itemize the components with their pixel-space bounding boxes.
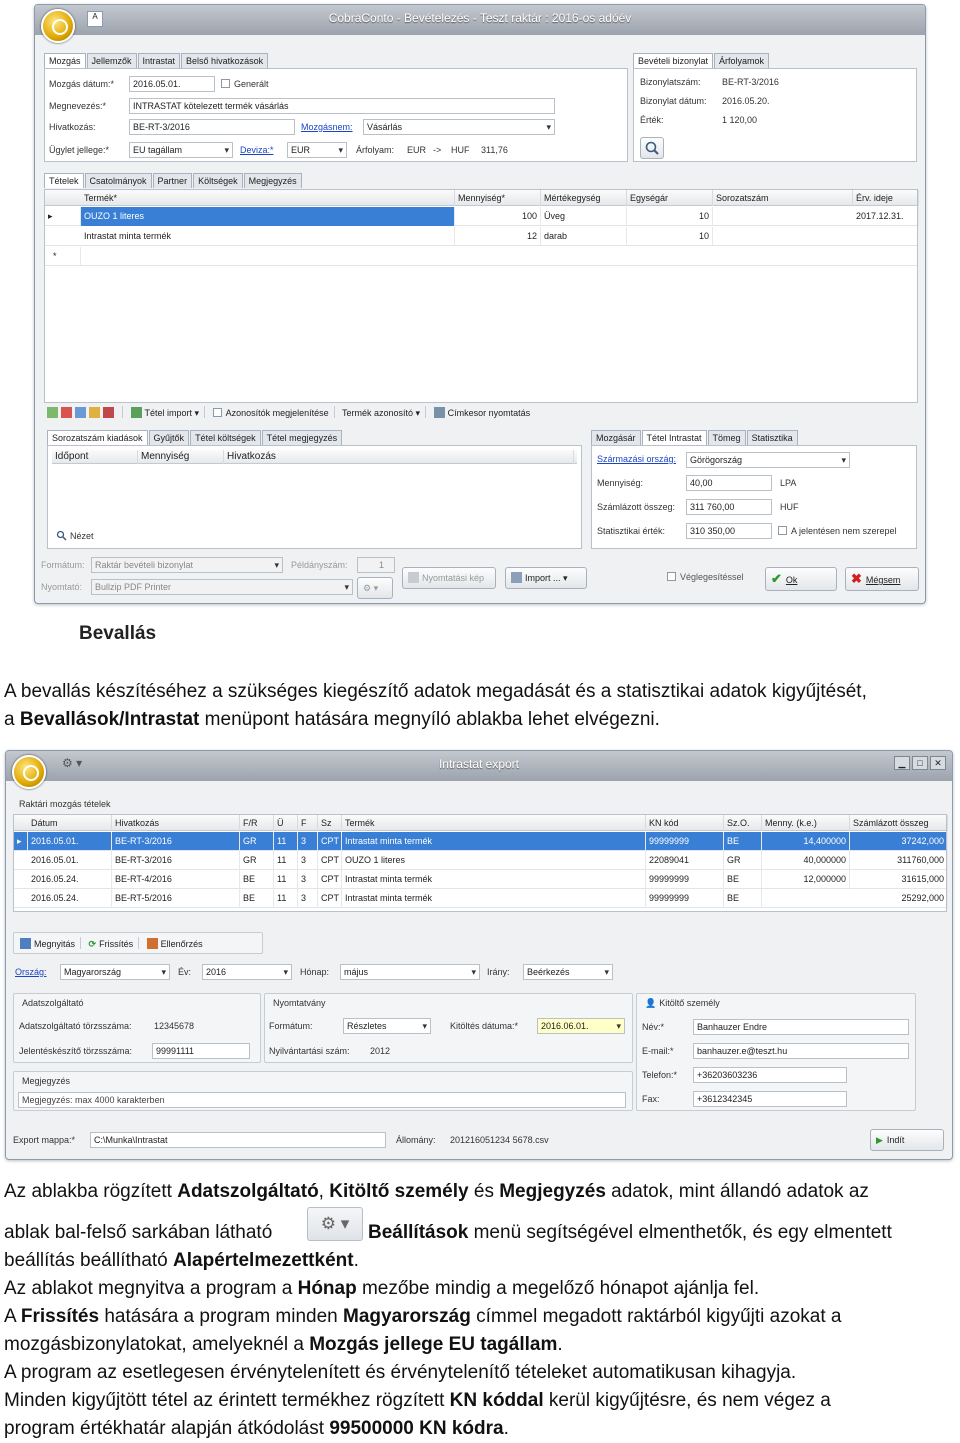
col-kn-kod[interactable]: KN kód [646, 815, 724, 831]
azonositok-checkbox[interactable]: Azonosítók megjelenítése [213, 408, 329, 418]
formatum-label: Formátum: [41, 560, 85, 570]
tab-tetel-koltsegek[interactable]: Tétel költségek [190, 430, 261, 445]
nyomtato-select[interactable]: Bullzip PDF Printer ▾ [91, 579, 353, 595]
adatszolg-torzs-value: 12345678 [154, 1021, 195, 1031]
table-cell[interactable]: 99999999 [646, 832, 724, 851]
sorozatszam-tabs [47, 430, 343, 445]
jelentes-torzs-field[interactable]: 99991111 [152, 1043, 250, 1059]
table-cell[interactable]: GR [240, 832, 274, 851]
table-row[interactable]: ▸ 2016.05.01. BE-RT-3/2016 GR 11 3 CPT Intrastat minta termék 99999999 BE 14,400000 37242,000 [14, 832, 946, 851]
col-sz[interactable]: Sz [318, 815, 342, 831]
adatszolg-torzs-label: Adatszolgáltató törzsszáma: [19, 1021, 132, 1031]
tab-beveteli-bizonylat[interactable]: Bevételi bizonylat [633, 53, 713, 68]
hivatkozas-field[interactable]: BE-RT-3/2016 [129, 119, 295, 135]
megnyitas-button[interactable]: Megnyitás [20, 939, 75, 949]
table-cell[interactable]: BE [724, 832, 762, 851]
bizonylat-datum-value: 2016.05.20. [722, 96, 770, 106]
mennyiseg-field[interactable]: 40,00 [686, 475, 772, 491]
paragraph: a Bevallások/Intrastat menüpont hatására megnyíló ablakba lehet elvégezni. [4, 709, 660, 730]
table-cell[interactable]: 2016.05.24. [28, 870, 112, 889]
nev-label: Név:* [642, 1022, 665, 1032]
peldanyszam-spinner[interactable]: 1 [357, 557, 395, 573]
tab-partner[interactable]: Partner [153, 173, 193, 188]
table-cell[interactable]: 3 [298, 832, 318, 851]
table-cell[interactable]: CPT [318, 889, 342, 908]
ev-label: Év: [178, 967, 192, 977]
tab-mozgasar[interactable]: Mozgásár [591, 430, 641, 445]
table-cell[interactable]: 3 [298, 889, 318, 908]
arfolyam-to: HUF [451, 145, 470, 155]
table-row-new[interactable]: * [45, 247, 917, 266]
app-menu-orb[interactable] [41, 9, 75, 43]
tetel-intrastat-panel [591, 445, 917, 549]
paragraph: ablak bal-felső sarkában látható [4, 1222, 273, 1243]
termek-azonosito-select[interactable]: Termék azonosító ▾ [341, 408, 421, 418]
import-icon [131, 407, 142, 418]
col-idopont[interactable]: Időpont [52, 450, 138, 464]
tab-statisztika[interactable]: Statisztika [747, 430, 798, 445]
app-menu-orb[interactable] [12, 755, 46, 789]
table-cell[interactable]: BE-RT-4/2016 [112, 870, 240, 889]
item-tabs [44, 173, 303, 188]
col-fr[interactable]: F/R [240, 815, 274, 831]
formatum-label: Formátum: [269, 1021, 313, 1031]
hivatkozas-label: Hivatkozás: [49, 122, 96, 132]
table-cell[interactable]: GR [724, 851, 762, 870]
col-erv-ideje[interactable]: Érv. ideje [853, 190, 919, 206]
col-szo[interactable]: Sz.O. [724, 815, 762, 831]
ertek-label: Érték: [640, 115, 664, 125]
paragraph: Beállítások menü segítségével elmenthetők, és egy elmentett [368, 1222, 892, 1243]
table-cell[interactable]: Intrastat minta termék [342, 870, 646, 889]
preview-icon [408, 572, 419, 583]
jelentes-torzs-label: Jelentéskészítő törzsszáma: [19, 1046, 133, 1056]
table-cell[interactable]: 22089041 [646, 851, 724, 870]
table-cell[interactable]: 37242,000 [850, 832, 948, 851]
kitoltes-date[interactable]: 2016.06.01. ▾ [537, 1018, 625, 1034]
col-mertekegyseg[interactable]: Mértékegység [541, 190, 627, 206]
paragraph: Minden kigyűjtött tétel az érintett termékhez rögzített KN kóddal kerül kigyűjtésre, és nem végez a [4, 1390, 831, 1411]
col-datum[interactable]: Dátum [28, 815, 112, 831]
col-termek[interactable]: Termék [342, 815, 646, 831]
col-sorozatszam[interactable]: Sorozatszám [713, 190, 853, 206]
maximize-button[interactable]: □ [912, 756, 928, 770]
tab-tetel-intrastat[interactable]: Tétel Intrastat [642, 430, 707, 445]
window-title: CobraConto - Bevételezés - Teszt raktár : 2016-os adóév [35, 5, 925, 35]
tab-megjegyzes[interactable]: Megjegyzés [244, 173, 302, 188]
tetelek-grid [44, 189, 918, 403]
delete-row-icon[interactable] [61, 407, 72, 418]
nyomtatasi-kep-button[interactable]: Nyomtatási kép [402, 567, 496, 589]
search-button[interactable] [640, 137, 664, 159]
email-field[interactable]: banhauzer.e@teszt.hu [693, 1043, 909, 1059]
ugylet-label: Ügylet jellege:* [49, 145, 110, 155]
table-cell[interactable]: 3 [298, 851, 318, 870]
nyomtatvany-group [264, 993, 633, 1063]
table-row[interactable]: ▸ OUZO 1 literes 100 Üveg 10 2017.12.31. [45, 207, 917, 226]
telefon-field[interactable]: +36203603236 [693, 1067, 847, 1083]
mozgas-tetelek-grid [13, 814, 947, 912]
add-row-icon[interactable] [47, 407, 58, 418]
table-cell[interactable]: Intrastat minta termék [342, 889, 646, 908]
adatszolgaltato-group [13, 993, 261, 1063]
tab-koltsegek[interactable]: Költségek [193, 173, 243, 188]
bizonylat-datum-label: Bizonylat dátum: [640, 96, 707, 106]
paragraph: A program az esetlegesen érvénytelenített és érvénytelenítő tételeket automatikusan kihagyja. [4, 1362, 797, 1383]
close-icon: ✖ [851, 571, 862, 586]
play-icon: ▶ [876, 1135, 883, 1145]
honap-select[interactable]: május ▾ [340, 964, 480, 980]
tab-mozgas[interactable]: Mozgás [44, 53, 86, 68]
table-cell[interactable]: CPT [318, 851, 342, 870]
fax-field[interactable]: +3612342345 [693, 1091, 847, 1107]
close-window-button[interactable]: ✕ [930, 756, 946, 770]
allomany-value: 201216051234 5678.csv [450, 1135, 549, 1145]
search-icon [56, 530, 67, 541]
megjegyzes-field[interactable]: Megjegyzés: max 4000 karakterben [18, 1092, 626, 1108]
col-mennyiseg[interactable]: Mennyiség* [455, 190, 541, 206]
mozgasnem-select[interactable]: Vásárlás ▾ [363, 119, 555, 135]
table-cell[interactable]: CPT [318, 832, 342, 851]
statisztikai-label: Statisztikai érték: [597, 526, 666, 536]
mennyiseg-unit: LPA [780, 478, 797, 488]
table-cell[interactable]: 11 [274, 870, 298, 889]
header-tabs [44, 53, 269, 68]
table-cell[interactable]: OUZO 1 literes [342, 851, 646, 870]
quick-access-icon[interactable]: A [87, 11, 103, 27]
ok-button[interactable]: ✔ Ok [765, 567, 837, 591]
bizonylat-tabs [633, 53, 770, 68]
sorozatszam-panel [47, 445, 582, 549]
printer-icon [434, 407, 445, 418]
table-row[interactable] [14, 851, 946, 870]
tab-tomeg[interactable]: Tömeg [708, 430, 746, 445]
table-cell[interactable]: 14,400000 [762, 832, 850, 851]
adatszolgaltato-title: Adatszolgáltató [22, 998, 84, 1008]
col-termek[interactable]: Termék* [81, 190, 455, 206]
col-menny[interactable]: Menny. (k.e.) [762, 815, 850, 831]
fax-label: Fax: [642, 1094, 660, 1104]
intrastat-tabs [591, 430, 799, 445]
tab-belso-hivatkozasok[interactable]: Belső hivatkozások [181, 53, 268, 68]
table-cell[interactable]: 11 [274, 832, 298, 851]
copy-row-icon[interactable] [75, 407, 86, 418]
deviza-link[interactable]: Deviza:* [240, 145, 274, 155]
beallitasok-button-illustration [307, 1207, 363, 1241]
paragraph: beállítás beállítható Alapértelmezettként. [4, 1250, 359, 1271]
allomany-label: Állomány: [396, 1135, 436, 1145]
table-cell[interactable]: 99999999 [646, 889, 724, 908]
table-cell[interactable]: Intrastat minta termék [342, 832, 646, 851]
cimkesor-button[interactable]: Címkesor nyomtatás [434, 408, 531, 418]
paragraph: A Frissítés hatására a program minden Magyarország címmel megadott raktárból kigyűjti azokat a [4, 1306, 842, 1327]
raktari-mozgas-title: Raktári mozgás tételek [19, 799, 111, 809]
intrastat-export-window [5, 750, 953, 1160]
tab-intrastat[interactable]: Intrastat [138, 53, 181, 68]
paragraph: Az ablakba rögzített Adatszolgáltató, Kitöltő személy és Megjegyzés adatok, mint állandó adatok az [4, 1181, 869, 1202]
import-icon [511, 572, 522, 583]
formatum-select[interactable]: Raktár bevételi bizonylat ▾ [91, 557, 283, 573]
honap-label: Hónap: [300, 967, 330, 977]
export-mappa-field[interactable]: C:\Munka\Intrastat [90, 1132, 386, 1148]
table-cell[interactable]: 311760,000 [850, 851, 948, 870]
window-title: Intrastat export [6, 751, 952, 781]
table-cell[interactable]: BE [240, 870, 274, 889]
grid-header [14, 815, 946, 831]
export-mappa-label: Export mappa:* [13, 1135, 76, 1145]
tab-tetelek[interactable]: Tételek [44, 173, 84, 188]
table-row[interactable] [14, 870, 946, 889]
nyomtatvany-title: Nyomtatvány [273, 998, 326, 1008]
check-icon: ✔ [771, 571, 782, 586]
arfolyam-label: Árfolyam: [356, 145, 395, 155]
table-cell[interactable]: GR [240, 851, 274, 870]
telefon-label: Telefon:* [642, 1070, 678, 1080]
table-cell[interactable]: BE [724, 889, 762, 908]
paragraph: A bevallás készítéséhez a szükséges kiegészítő adatok megadását és a statisztikai adatok kigyűjtését, [4, 681, 867, 702]
move-row-icon[interactable] [89, 407, 100, 418]
col-mennyiseg-sub[interactable]: Mennyiség [138, 450, 224, 464]
table-cell[interactable]: 40,000000 [762, 851, 850, 870]
export-toolbar [13, 932, 263, 954]
col-hivatkozas[interactable]: Hivatkozás [112, 815, 240, 831]
window-controls [894, 756, 946, 770]
mozgasnem-link[interactable]: Mozgásnem: [301, 122, 353, 132]
megnevezes-field[interactable]: INTRASTAT kötelezett termék vásárlás [129, 98, 555, 114]
megnevezes-label: Megnevezés:* [49, 101, 107, 111]
tab-arfolyamok[interactable]: Árfolyamok [714, 53, 769, 68]
paragraph: mozgásbizonylatokat, amelyeknél a Mozgás jellege EU tagállam. [4, 1334, 563, 1355]
nezet-button[interactable]: Nézet [56, 530, 94, 541]
table-cell[interactable]: BE-RT-5/2016 [112, 889, 240, 908]
tab-gyujtok[interactable]: Gyűjtők [149, 430, 190, 445]
gear-icon: ⚙ ▾ [363, 583, 379, 593]
generalt-checkbox[interactable]: Generált [221, 79, 269, 89]
settings-button[interactable] [357, 577, 393, 599]
table-cell[interactable]: 12,000000 [762, 870, 850, 889]
table-cell[interactable]: BE-RT-3/2016 [112, 851, 240, 870]
ugylet-select[interactable]: EU tagállam ▾ [129, 142, 233, 158]
table-cell[interactable]: BE [240, 889, 274, 908]
ellenorzes-button[interactable]: Ellenőrzés [147, 939, 203, 949]
szamlazott-label: Számlázott összeg: [597, 502, 676, 512]
orszag-link[interactable]: Ország: [15, 967, 47, 977]
mozgas-datum-label: Mozgás dátum:* [49, 79, 115, 89]
table-cell[interactable]: 99999999 [646, 870, 724, 889]
mennyiseg-label: Mennyiség: [597, 478, 644, 488]
megjegyzes-title: Megjegyzés [22, 1076, 71, 1086]
items-toolbar [47, 406, 530, 420]
table-cell[interactable]: 3 [298, 870, 318, 889]
gear-icon: ⚙ ▾ [320, 1214, 350, 1233]
nyilv-value: 2012 [370, 1046, 391, 1056]
col-f[interactable]: F [298, 815, 318, 831]
table-cell[interactable]: 11 [274, 889, 298, 908]
irany-label: Irány: [487, 967, 510, 977]
refresh-icon: ⟳ [88, 939, 97, 949]
table-cell[interactable]: 31615,000 [850, 870, 948, 889]
remove-row-icon[interactable] [103, 407, 114, 418]
szarmazasi-orszag-select[interactable]: Görögország ▾ [686, 452, 850, 468]
nyilv-label: Nyilvántartási szám: [269, 1046, 350, 1056]
statisztikai-field[interactable]: 310 350,00 [686, 523, 772, 539]
table-cell[interactable]: BE-RT-3/2016 [112, 832, 240, 851]
check-list-icon [147, 938, 158, 949]
user-icon: 👤 [645, 998, 657, 1008]
col-szamlazott[interactable]: Számlázott összeg [850, 815, 948, 831]
email-label: E-mail:* [642, 1046, 674, 1056]
ertek-value: 1 120,00 [722, 115, 758, 125]
nev-field[interactable]: Banhauzer Endre [693, 1019, 909, 1035]
arfolyam-from: EUR [407, 145, 427, 155]
bizonylatszam-value: BE-RT-3/2016 [722, 77, 779, 87]
paragraph: program értékhatár alapján átkódolást 99500000 KN kódra. [4, 1418, 509, 1439]
indit-button[interactable]: ▶ Indít [870, 1129, 944, 1151]
table-row[interactable]: Intrastat minta termék 12 darab 10 [45, 227, 917, 246]
formatum-select[interactable]: Részletes ▾ [343, 1018, 431, 1034]
tab-sorozatszam-kiadasok[interactable]: Sorozatszám kiadások [47, 430, 148, 445]
frissites-button[interactable]: ⟳ Frissítés [88, 939, 134, 949]
table-cell[interactable]: 2016.05.01. [28, 851, 112, 870]
szamlazott-field[interactable]: 311 760,00 [686, 499, 772, 515]
tetel-import-button[interactable]: Tétel import ▾ [131, 408, 200, 418]
table-cell[interactable]: 11 [274, 851, 298, 870]
paragraph: Az ablakot megnyitva a program a Hónap mezőbe mindig a megelőző hónapot ajánlja fel. [4, 1278, 760, 1299]
import-button[interactable]: Import ... ▾ [505, 567, 587, 589]
mozgas-datum-field[interactable]: 2016.05.01. [129, 76, 215, 92]
nyomtato-label: Nyomtató: [41, 582, 83, 592]
table-cell[interactable]: 2016.05.01. [28, 832, 112, 851]
orszag-select[interactable]: Magyarország ▾ [60, 964, 170, 980]
table-cell[interactable]: 2016.05.24. [28, 889, 112, 908]
settings-quick-button[interactable]: ⚙ ▾ [62, 756, 83, 770]
kitolto-title: 👤 Kitöltő személy [645, 998, 720, 1008]
deviza-select[interactable]: EUR ▾ [287, 142, 347, 158]
arfolyam-arrow: -> [433, 145, 442, 155]
table-cell[interactable]: BE [724, 870, 762, 889]
table-row[interactable] [14, 889, 946, 908]
bizonylat-panel [633, 68, 917, 162]
kitoltes-label: Kitöltés dátuma:* [450, 1021, 519, 1031]
table-cell[interactable]: CPT [318, 870, 342, 889]
section-heading: Bevallás [79, 623, 157, 644]
szarmazasi-orszag-link[interactable]: Származási ország: [597, 454, 677, 464]
col-egysegar[interactable]: Egységár [627, 190, 713, 206]
mozgas-panel [44, 68, 628, 162]
grid-header [45, 190, 917, 206]
col-hivatkozas-sub[interactable]: Hivatkozás [224, 450, 574, 464]
arfolyam-value: 311,76 [481, 145, 508, 155]
ev-select[interactable]: 2016 ▾ [202, 964, 292, 980]
megsem-button[interactable]: ✖ Mégsem [845, 567, 919, 591]
nem-szerepel-checkbox[interactable]: A jelentésen nem szerepel [778, 526, 897, 536]
col-u[interactable]: Ü [274, 815, 298, 831]
irany-select[interactable]: Beérkezés ▾ [523, 964, 613, 980]
veglegesitessel-checkbox[interactable]: Véglegesítéssel [667, 572, 744, 582]
kitolto-group [636, 993, 916, 1111]
tab-tetel-megjegyzes[interactable]: Tétel megjegyzés [262, 430, 343, 445]
tab-jellemzok[interactable]: Jellemzők [87, 53, 137, 68]
folder-icon [20, 938, 31, 949]
minimize-button[interactable]: ▁ [894, 756, 910, 770]
tab-csatolmanyok[interactable]: Csatolmányok [85, 173, 152, 188]
table-cell[interactable]: 25292,000 [850, 889, 948, 908]
szamlazott-unit: HUF [780, 502, 799, 512]
bevetelezes-window [34, 4, 926, 604]
search-icon [641, 138, 663, 158]
bizonylatszam-label: Bizonylatszám: [640, 77, 701, 87]
megjegyzes-group [13, 1071, 633, 1111]
peldanyszam-label: Példányszám: [291, 560, 348, 570]
